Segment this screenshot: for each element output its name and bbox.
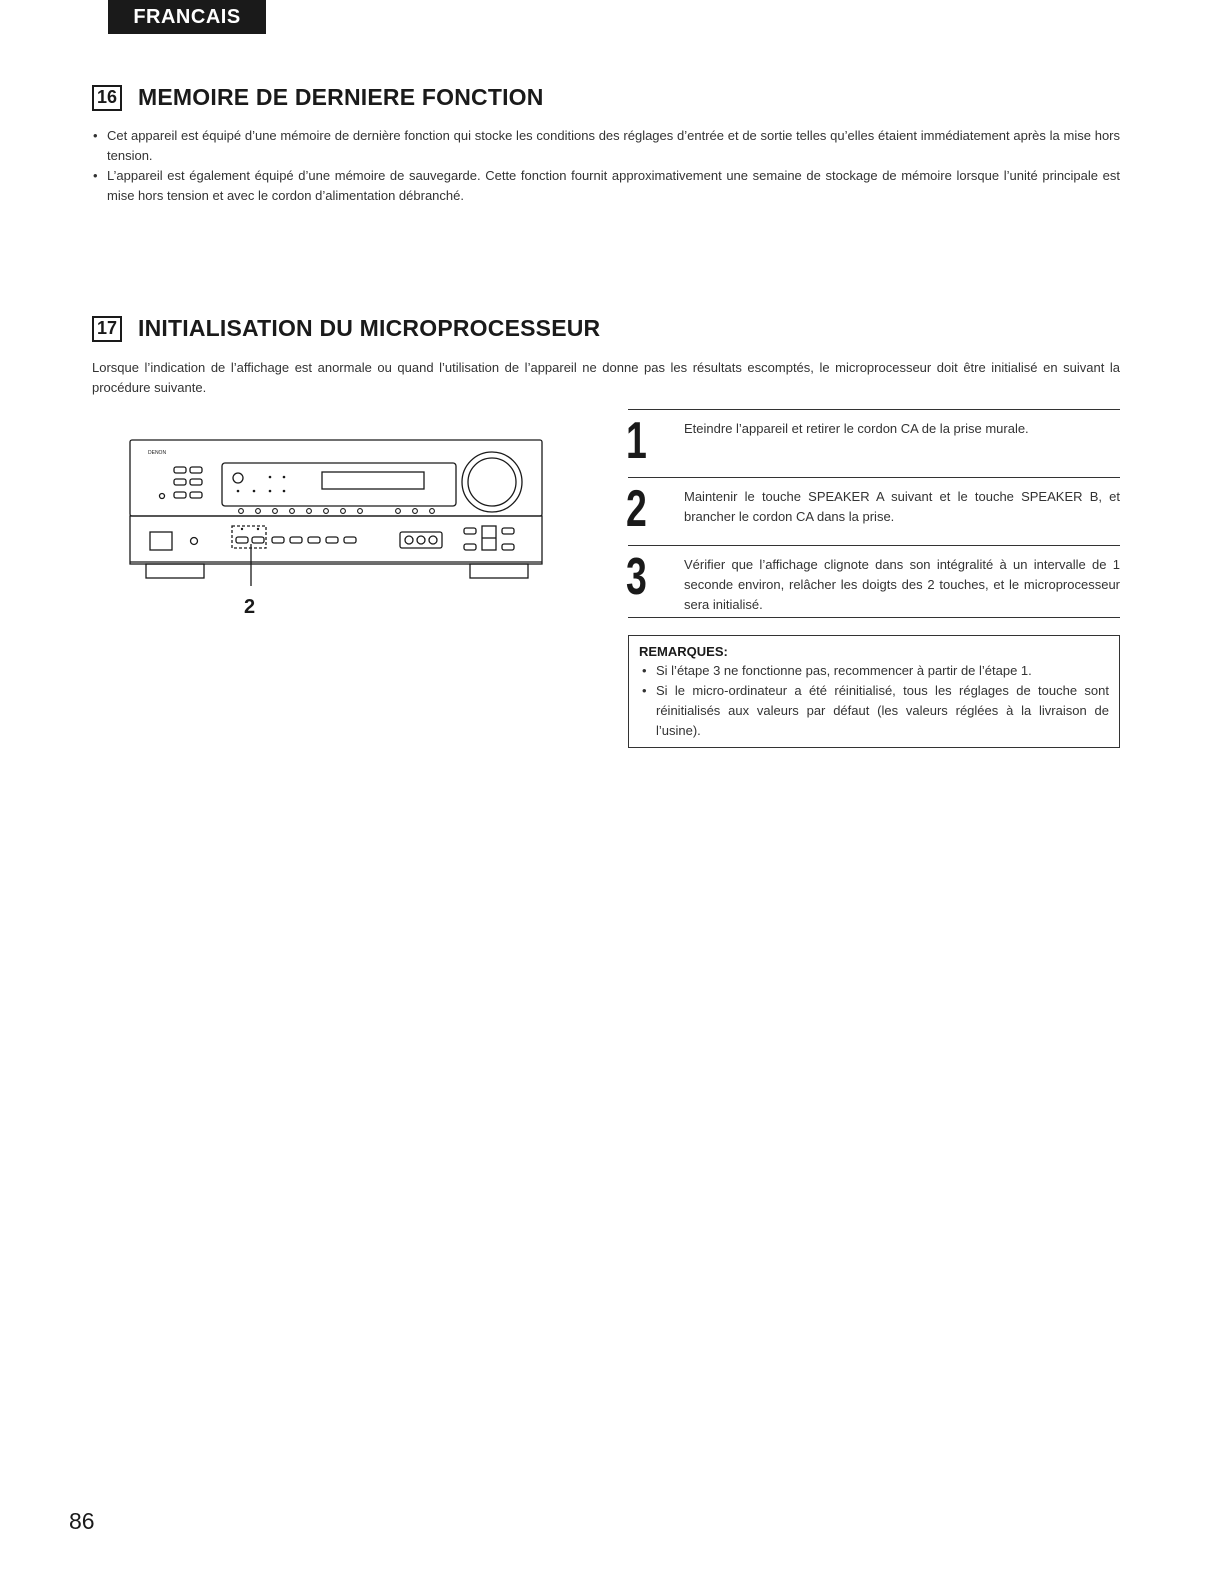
receiver-foot-left	[146, 564, 204, 578]
section-16-number: 16	[92, 85, 122, 111]
page-number: 86	[69, 1508, 95, 1534]
remarks-list	[639, 661, 1109, 741]
remark-item: • Si le micro-ordinateur a été réinitialisé, tous les réglages de touche sont réinitialisés aux valeurs par défaut (les valeurs réglées à la livraison de l’usine).	[639, 681, 1109, 741]
receiver-display	[222, 463, 456, 506]
step-text: Maintenir le touche SPEAKER A suivant et le touche SPEAKER B, et brancher le cordon CA dans la prise.	[684, 489, 1120, 524]
remark-item: • Si l’étape 3 ne fonctionne pas, recommencer à partir de l’étape 1.	[639, 661, 1109, 681]
receiver-foot-right	[470, 564, 528, 578]
step-text: Eteindre l’appareil et retirer le cordon CA de la prise murale.	[684, 421, 1029, 436]
section-17-intro: Lorsque l’indication de l’affichage est anormale ou quand l’utilisation de l’appareil ne donne pas les résultats escomptés, le microprocesseur doit être initialisé en suivant la procédure suivante.	[92, 360, 1120, 395]
section-17-title: INITIALISATION DU MICROPROCESSEUR	[138, 315, 601, 341]
section-16-title: MEMOIRE DE DERNIERE FONCTION	[138, 84, 544, 110]
receiver-input-jacks	[400, 532, 442, 548]
receiver-lower-panel	[130, 516, 542, 564]
procedure-step	[628, 477, 1120, 545]
bullet-item: • Cet appareil est équipé d’une mémoire de dernière fonction qui stocke les conditions des réglages d’entrée et de sortie telles qu’elles étaient immédiatement après la mise hors tension.	[92, 126, 1120, 166]
remarks-box	[628, 635, 1120, 748]
speaker-a-button	[236, 537, 248, 543]
speaker-b-button	[252, 537, 264, 543]
procedure-step	[628, 545, 1120, 618]
section-16-bullets	[92, 126, 1120, 206]
receiver-power-button	[150, 532, 172, 550]
section-17-number: 17	[92, 316, 122, 342]
procedure-steps	[628, 409, 1120, 618]
figure-callout-number: 2	[244, 596, 256, 618]
procedure-step	[628, 409, 1120, 477]
receiver-front-panel-illustration	[128, 436, 548, 586]
section-17-heading	[92, 315, 600, 342]
remarks-title: REMARQUES:	[639, 644, 728, 659]
receiver-brand-label: DENON	[148, 450, 167, 456]
receiver-volume-knob	[462, 452, 522, 512]
step-number: 2	[626, 480, 647, 538]
section-16-heading	[92, 84, 544, 111]
step-number: 3	[626, 548, 647, 606]
step-text: Vérifier que l’affichage clignote dans son intégralité à un intervalle de 1 seconde environ, relâcher les doigts des 2 touches, et le microprocesseur sera initialisé.	[684, 557, 1120, 612]
language-tab: FRANCAIS	[108, 0, 266, 34]
step-number: 1	[626, 412, 647, 470]
receiver-upper-panel	[130, 440, 542, 516]
bullet-item: • L’appareil est également équipé d’une mémoire de sauvegarde. Cette fonction fournit approximativement une semaine de stockage de mémoire lorsque l’unité principale est mise hors tension et avec le cordon d’alimentation débranché.	[92, 166, 1120, 206]
